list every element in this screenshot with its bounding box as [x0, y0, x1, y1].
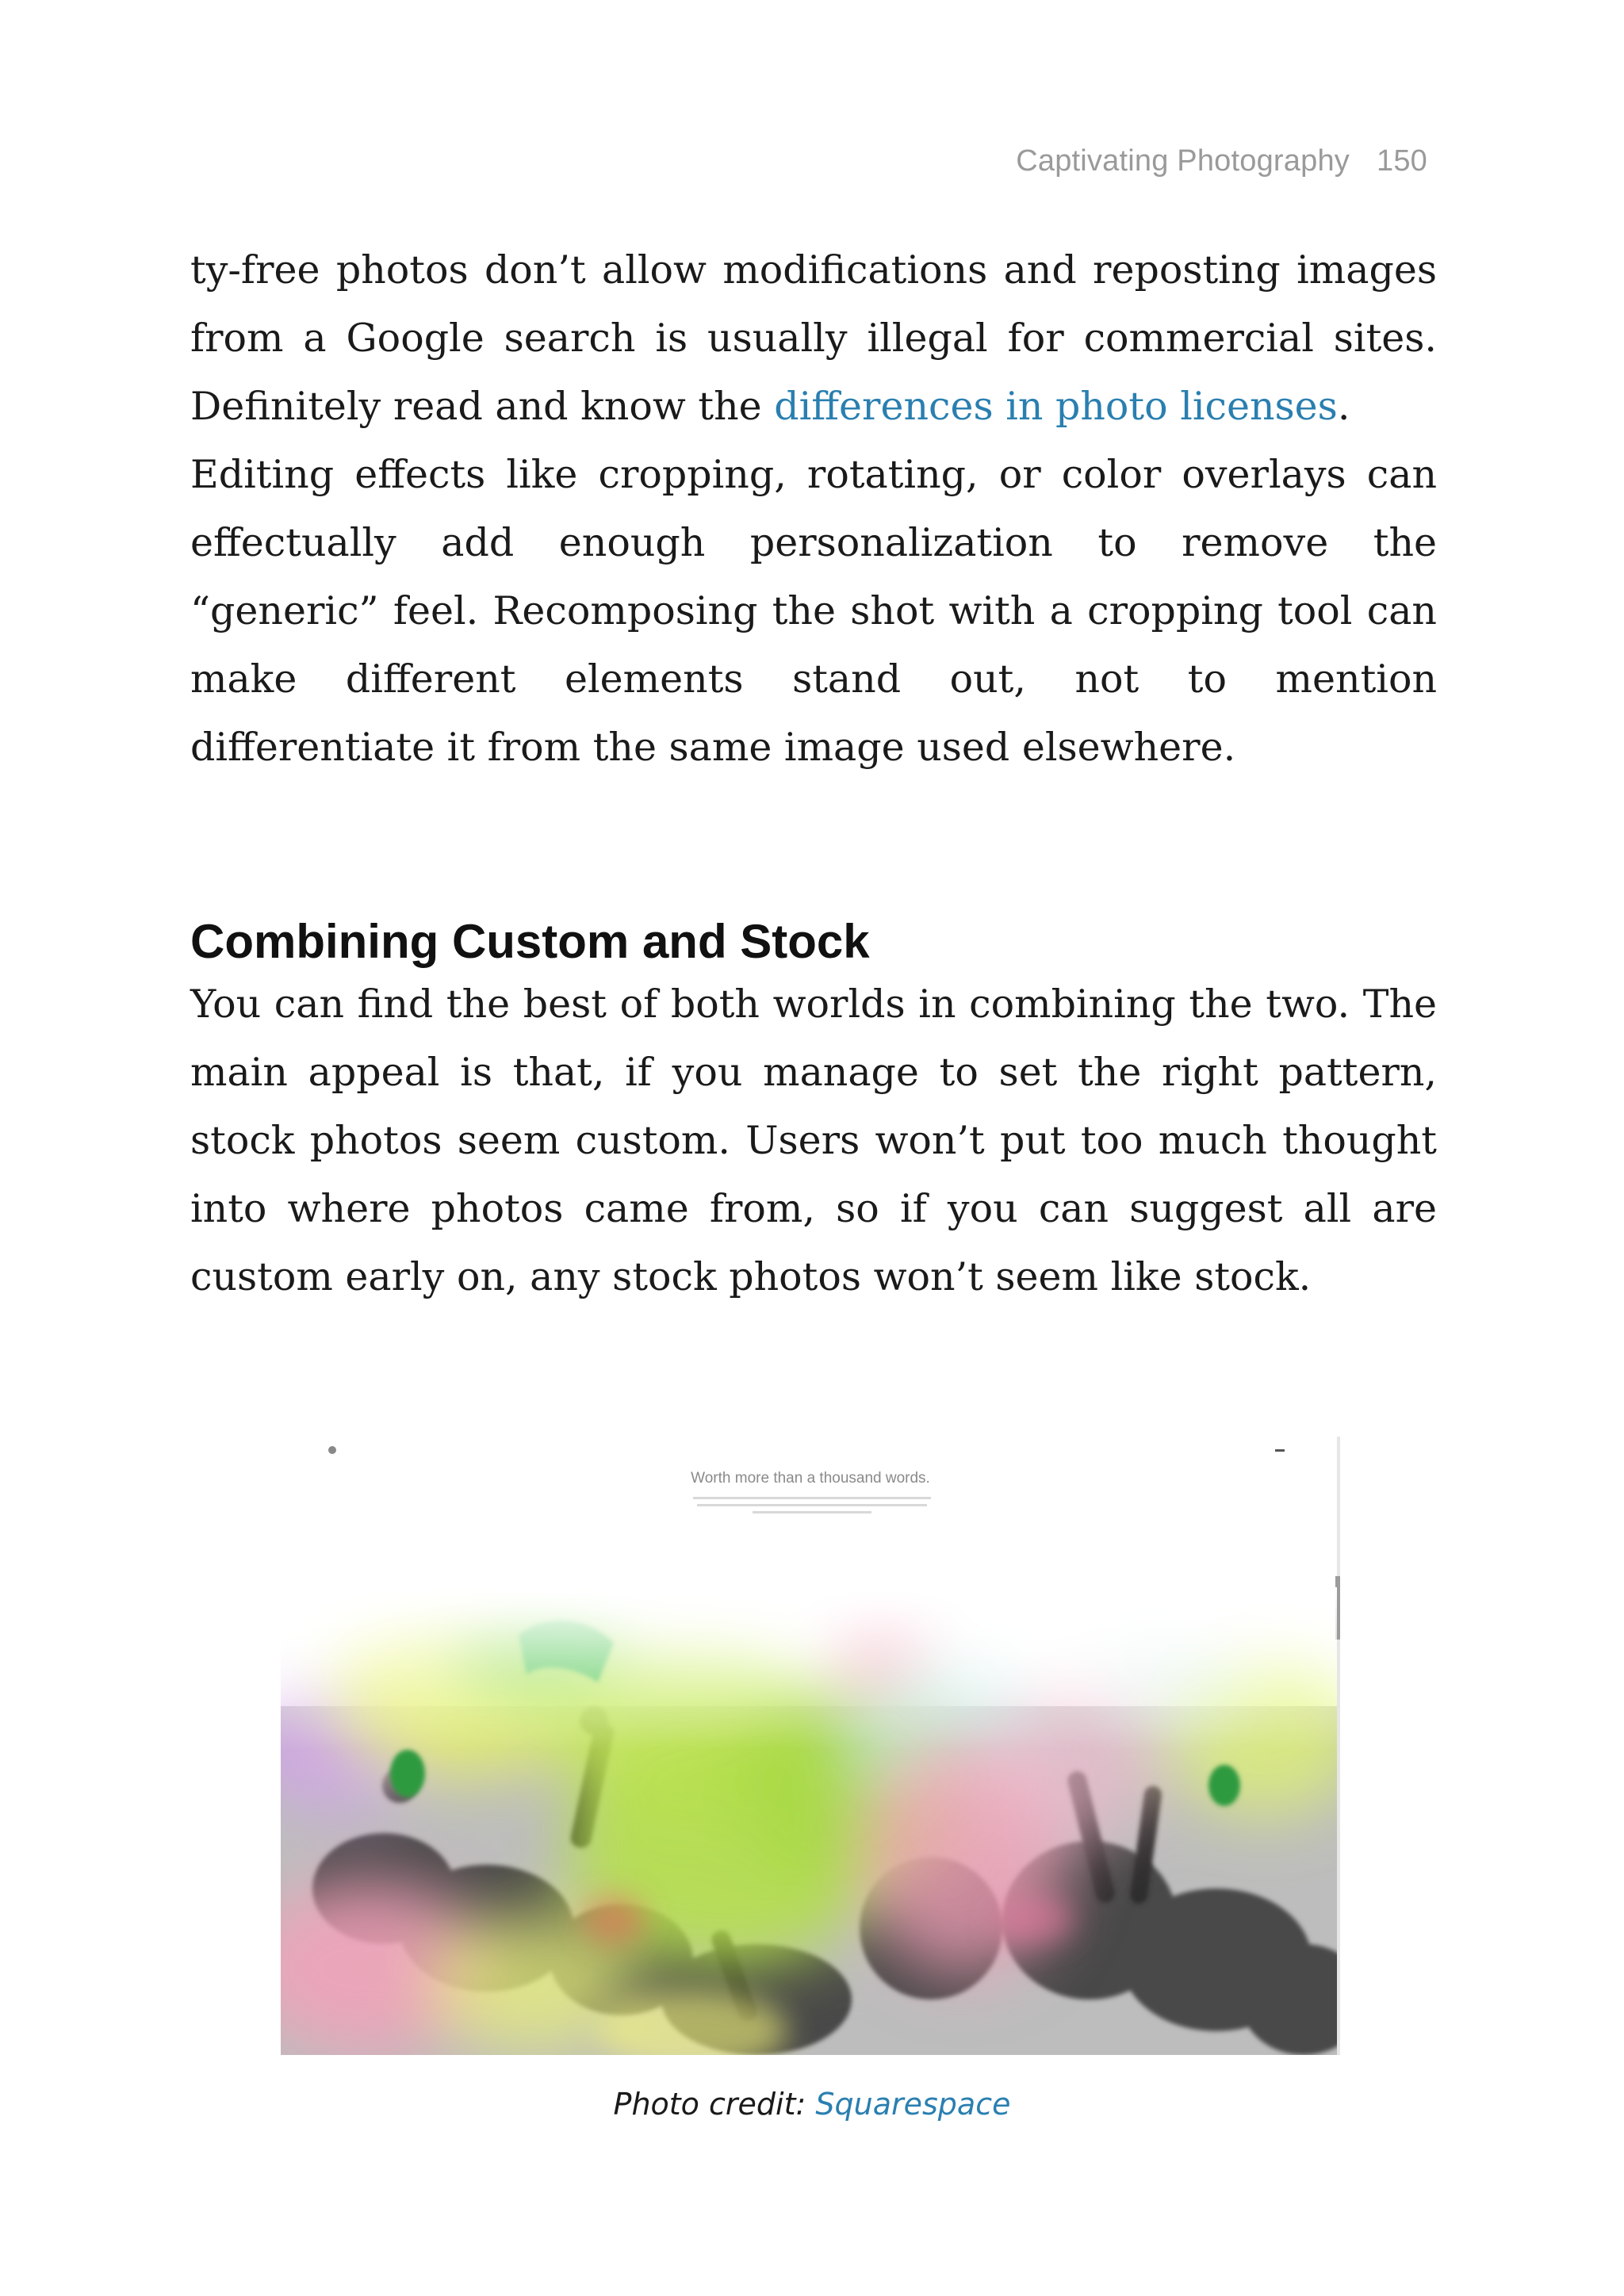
- section-heading: Combining Custom and Stock: [190, 915, 870, 968]
- color-powder-festival-photo: [281, 1587, 1337, 2055]
- paragraph-licenses: [190, 236, 1437, 441]
- caption-label: Photo credit:: [613, 2087, 816, 2122]
- running-header: [1016, 144, 1427, 178]
- paragraph-licenses-end: .: [1337, 384, 1350, 429]
- website-screenshot-figure: [281, 1437, 1340, 2055]
- page-content: [190, 236, 1437, 1311]
- menu-icon: [1275, 1449, 1285, 1452]
- paragraph-combining: You can find the best of both worlds in combining the two. The main appeal is that, if you manage to set the right pattern, stock photos seem custom. Users won’t put too much thought into where photos came from, so if you can suggest all are custom early on, any stock photos won’t seem like stock.: [190, 982, 1437, 1299]
- site-subtext-lines: [693, 1497, 931, 1518]
- site-logo-icon: [328, 1446, 336, 1454]
- site-headline: Worth more than a thousand words.: [691, 1470, 930, 1487]
- photo-caption: [0, 2087, 1624, 2122]
- chapter-title: Captivating Photography: [1016, 144, 1350, 178]
- paragraph-licenses-text: ty-free photos don’t allow modifications and reposting images from a Google search is usually illegal for commercial sites. Definitely read and know the: [190, 247, 1437, 429]
- paragraph-editing-effects: Editing effects like cropping, rotating, or color overlays can effectually add enough personalization to remove the “generic” feel. Recomposing the shot with a cropping tool can make different elements stand out, not to mention differentiate it from the same image used elsewhere.: [190, 452, 1437, 770]
- scrollbar-track: [1337, 1437, 1340, 2055]
- photo-licenses-link[interactable]: differences in photo licenses: [774, 384, 1338, 429]
- squarespace-credit-link[interactable]: Squarespace: [815, 2087, 1011, 2122]
- page-number: 150: [1376, 144, 1427, 178]
